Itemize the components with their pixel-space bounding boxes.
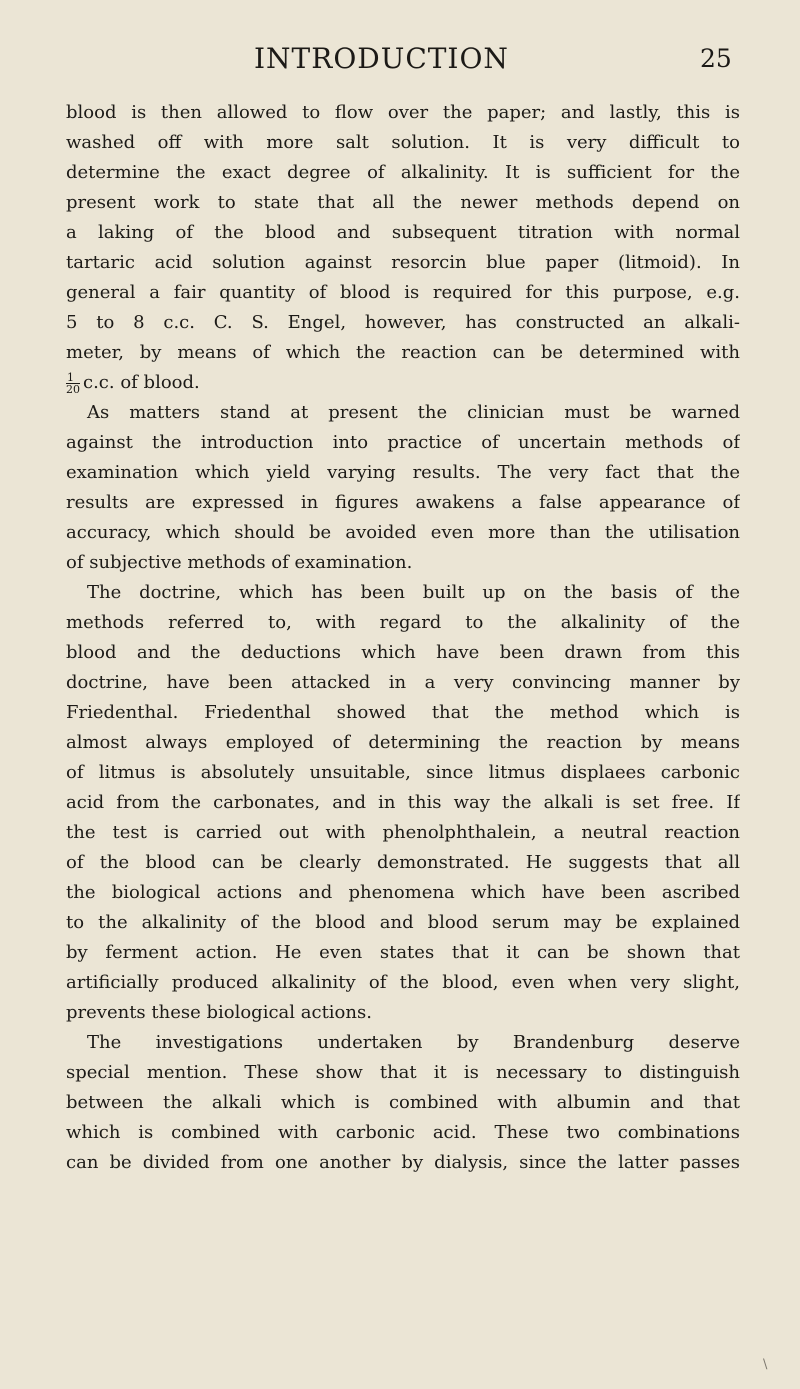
- text-line: special mention. These show that it is necessary to distinguish: [66, 1062, 740, 1083]
- text-line: tartaric acid solution against resorcin blue paper (litmoid). In: [66, 252, 740, 273]
- text-line: blood is then allowed to flow over the paper; and lastly, this is: [66, 102, 740, 123]
- text-line: artificially produced alkalinity of the blood, even when very slight,: [66, 972, 740, 993]
- paragraph-start: The investigations undertaken by Brandenburg deserve: [87, 1032, 740, 1053]
- text-line: accuracy, which should be avoided even more than the utilisation: [66, 522, 740, 543]
- paragraph-start: The doctrine, which has been built up on the basis of the: [87, 582, 740, 603]
- text-line: almost always employed of determining the reaction by means: [66, 732, 740, 753]
- page-number: 25: [700, 44, 732, 73]
- text-line: methods referred to, with regard to the alkalinity of the: [66, 612, 740, 633]
- text-line: determine the exact degree of alkalinity. It is sufficient for the: [66, 162, 740, 183]
- text-line: the biological actions and phenomena which have been ascribed: [66, 882, 740, 903]
- text-line: can be divided from one another by dialysis, since the latter passes: [66, 1152, 740, 1173]
- fraction-text: c.c. of blood.: [83, 372, 200, 393]
- text-line: Friedenthal. Friedenthal showed that the method which is: [66, 702, 740, 723]
- text-line: prevents these biological actions.: [66, 1002, 372, 1023]
- fraction-numerator: 1: [66, 372, 80, 384]
- text-line: against the introduction into practice of uncertain methods of: [66, 432, 740, 453]
- paragraph-start: As matters stand at present the clinician must be warned: [87, 402, 740, 423]
- text-line: to the alkalinity of the blood and blood serum may be explained: [66, 912, 740, 933]
- text-line: which is combined with carbonic acid. These two combinations: [66, 1122, 740, 1143]
- text-line: by ferment action. He even states that it can be shown that: [66, 942, 740, 963]
- text-line: acid from the carbonates, and in this way the alkali is set free. If: [66, 792, 740, 813]
- text-line: blood and the deductions which have been drawn from this: [66, 642, 740, 663]
- fraction-denominator: 20: [66, 382, 80, 396]
- text-line: present work to state that all the newer methods depend on: [66, 192, 740, 213]
- text-line: the test is carried out with phenolphthalein, a neutral reaction: [66, 822, 740, 843]
- text-line: general a fair quantity of blood is required for this purpose, e.g.: [66, 282, 740, 303]
- stray-mark: \: [763, 1357, 768, 1372]
- text-line: 5 to 8 c.c. C. S. Engel, however, has constructed an alkali-: [66, 312, 740, 333]
- text-line: between the alkali which is combined with albumin and that: [66, 1092, 740, 1113]
- text-line: of litmus is absolutely unsuitable, since litmus displaees carbonic: [66, 762, 740, 783]
- text-line: examination which yield varying results. The very fact that the: [66, 462, 740, 483]
- page-title: INTRODUCTION: [254, 42, 509, 75]
- text-line: a laking of the blood and subsequent titration with normal: [66, 222, 740, 243]
- fraction-line: [66, 368, 740, 398]
- text-line: of the blood can be clearly demonstrated. He suggests that all: [66, 852, 740, 873]
- text-line: results are expressed in figures awakens a false appearance of: [66, 492, 740, 513]
- running-head: [0, 42, 800, 82]
- text-line: doctrine, have been attacked in a very convincing manner by: [66, 672, 740, 693]
- fraction: [66, 372, 80, 395]
- text-line: of subjective methods of examination.: [66, 552, 413, 573]
- text-line: meter, by means of which the reaction can be determined with: [66, 342, 740, 363]
- text-line: washed off with more salt solution. It is very difficult to: [66, 132, 740, 153]
- body-text: [66, 98, 740, 1178]
